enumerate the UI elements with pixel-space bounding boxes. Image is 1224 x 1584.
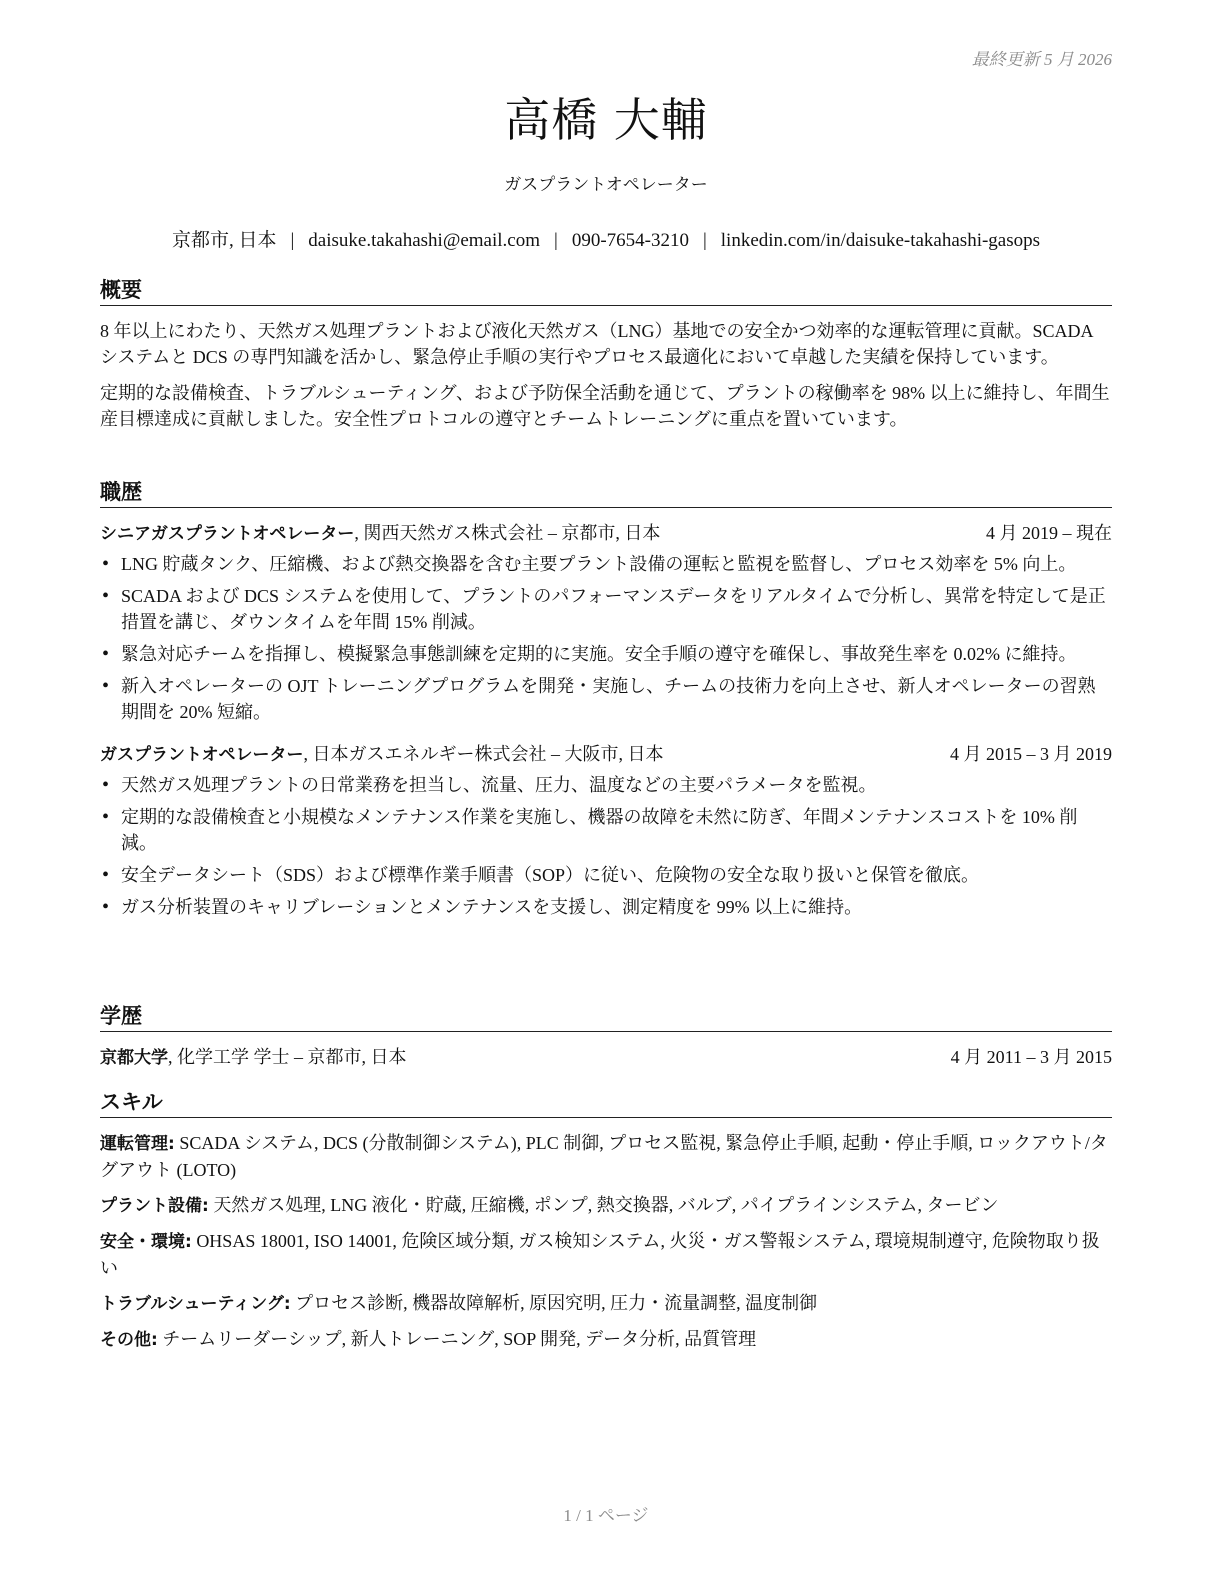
contact-separator: | [554, 230, 558, 251]
school-name: 京都大学 [100, 1048, 168, 1068]
skill-value: 天然ガス処理, LNG 液化・貯蔵, 圧縮機, ポンプ, 熱交換器, バルブ, パイプラインシステム, タービン [208, 1195, 999, 1215]
skill-label: 安全・環境: [100, 1232, 192, 1252]
list-item: • 新入オペレーターの OJT トレーニングプログラムを開発・実施し、チームの技術力を向上させ、新人オペレーターの習熟期間を 20% 短縮。 [100, 673, 1112, 725]
experience-section [100, 478, 1112, 926]
section-title: 職歴 [100, 478, 1112, 508]
contact-separator: | [290, 230, 295, 251]
skill-value: プロセス診断, 機器故障解析, 原因究明, 圧力・流量調整, 温度制御 [290, 1293, 818, 1313]
list-item: • SCADA および DCS システムを使用して、プラントのパフォーマンスデータをリアルタイムで分析し、異常を特定して是正措置を講じ、ダウンタイムを年間 15% 削減。 [100, 583, 1112, 635]
skill-label: トラブルシューティング: [100, 1294, 291, 1314]
skill-row [100, 1326, 1112, 1353]
job-entry [100, 741, 1112, 920]
job-dates: 4 月 2019 – 現在 [986, 523, 1112, 543]
list-item: • 定期的な設備検査と小規模なメンテナンス作業を実施し、機器の故障を未然に防ぎ、年間メンテナンスコストを 10% 削減。 [100, 804, 1112, 856]
section-title: 概要 [100, 276, 1112, 306]
skill-row [100, 1130, 1112, 1183]
skill-label: その他: [100, 1330, 158, 1350]
education-dates: 4 月 2011 – 3 月 2015 [950, 1047, 1112, 1067]
contact-email[interactable]: daisuke.takahashi@email.com [308, 230, 540, 251]
summary-paragraph: 定期的な設備検査、トラブルシューティング、および予防保全活動を通じて、プラントの稼働率を 98% 以上に維持し、年間生産目標達成に貢献しました。安全性プロトコルの遵守とチームトレーニングに重点を置いています。 [100, 383, 1110, 429]
skill-value: SCADA システム, DCS (分散制御システム), PLC 制御, プロセス監視, 緊急停止手順, 起動・停止手順, ロックアウト/タグアウト (LOTO) [100, 1133, 1108, 1180]
candidate-name: 高橋 大輔 [504, 93, 708, 147]
skills-section [100, 1088, 1112, 1362]
page-number: 1 / 1 ページ [563, 1506, 649, 1525]
summary-paragraph: 8 年以上にわたり、天然ガス処理プラントおよび液化天然ガス（LNG）基地での安全かつ効率的な運転管理に貢献。SCADA システムと DCS の専門知識を活かし、緊急停止手順の実行やプロセス最適化において卓越した実績を保持しています。 [100, 321, 1093, 367]
job-title: ガスプラントオペレーター [100, 745, 304, 765]
summary-section [100, 276, 1112, 442]
job-title: シニアガスプラントオペレーター [100, 524, 355, 544]
list-item: • 安全データシート（SDS）および標準作業手順書（SOP）に従い、危険物の安全な取り扱いと保管を徹底。 [100, 862, 1112, 888]
job-bullets [100, 551, 1112, 725]
section-title: 学歴 [100, 1002, 1112, 1032]
job-bullets [100, 772, 1112, 920]
skill-row [100, 1192, 1112, 1219]
job-company: , 関西天然ガス株式会社 – 京都市, 日本 [354, 523, 661, 543]
job-entry [100, 520, 1112, 725]
skill-row [100, 1228, 1112, 1281]
contact-separator: | [702, 230, 707, 251]
last-updated: 最終更新 5 月 2026 [971, 50, 1112, 69]
education-entry [100, 1044, 1112, 1071]
list-item: • ガス分析装置のキャリブレーションとメンテナンスを支援し、測定精度を 99% 以上に維持。 [100, 894, 1112, 920]
skill-value: OHSAS 18001, ISO 14001, 危険区域分類, ガス検知システム, 火災・ガス警報システム, 環境規制遵守, 危険物取り扱い [100, 1231, 1100, 1278]
skill-row [100, 1290, 1112, 1317]
contact-location: 京都市, 日本 [171, 230, 277, 251]
job-header [100, 520, 1112, 547]
section-title: スキル [100, 1088, 1112, 1118]
skill-label: プラント設備: [100, 1196, 209, 1216]
list-item: • 緊急対応チームを指揮し、模擬緊急事態訓練を定期的に実施。安全手順の遵守を確保し、事故発生率を 0.02% に維持。 [100, 641, 1112, 667]
skill-label: 運転管理: [100, 1134, 175, 1154]
resume-page [100, 0, 1112, 1584]
job-company: , 日本ガスエネルギー株式会社 – 大阪市, 日本 [303, 744, 664, 764]
candidate-role: ガスプラントオペレーター [504, 175, 708, 195]
contact-phone[interactable]: 090-7654-3210 [571, 230, 689, 251]
job-header [100, 741, 1112, 768]
education-detail: , 化学工学 学士 – 京都市, 日本 [168, 1047, 407, 1067]
contact-linkedin[interactable]: linkedin.com/in/daisuke-takahashi-gasops [720, 230, 1041, 251]
list-item: • LNG 貯蔵タンク、圧縮機、および熱交換器を含む主要プラント設備の運転と監視を監督し、プロセス効率を 5% 向上。 [100, 551, 1112, 577]
job-dates: 4 月 2015 – 3 月 2019 [950, 744, 1112, 764]
list-item: • 天然ガス処理プラントの日常業務を担当し、流量、圧力、温度などの主要パラメータを監視。 [100, 772, 1112, 798]
education-section [100, 1002, 1112, 1071]
contact-line [100, 225, 1112, 252]
skill-value: チームリーダーシップ, 新人トレーニング, SOP 開発, データ分析, 品質管理 [157, 1329, 757, 1349]
